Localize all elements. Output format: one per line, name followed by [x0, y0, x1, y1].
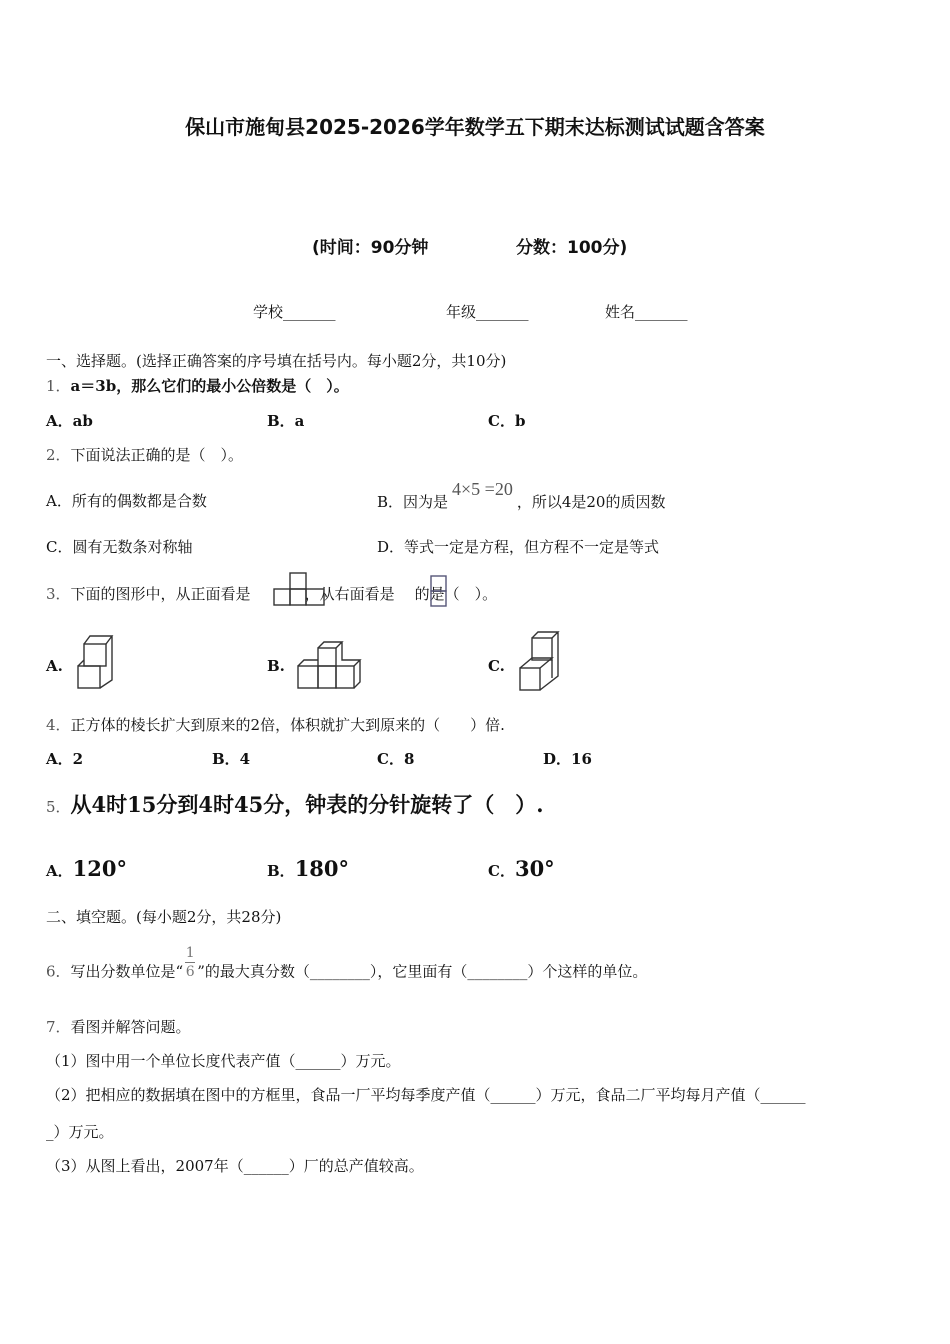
q3-figure-c	[516, 628, 564, 694]
q3-text-c: 的是（ ）。	[414, 585, 498, 603]
question-2	[46, 445, 243, 465]
page-title: 保山市施甸县2025-2026学年数学五下期末达标测试试题含答案	[185, 115, 765, 139]
q5-c-label: C．	[488, 862, 515, 880]
q3-number: 3．	[46, 585, 71, 603]
q1-option-c: C．b	[488, 412, 526, 430]
q3-figure-a	[74, 632, 116, 692]
exam-time: (时间：90分钟	[312, 238, 429, 258]
q7-text: 看图并解答问题。	[70, 1018, 191, 1036]
front-view-figure	[273, 572, 327, 606]
q6-post: ”的最大真分数（________），它里面有（________）个这样的单位。	[197, 962, 648, 981]
question-1	[46, 376, 349, 396]
q4-option-b: B．4	[212, 750, 251, 768]
q7-part-2-cont: _）万元。	[46, 1123, 114, 1141]
q2-option-d: D．等式一定是方程，但方程不一定是等式	[377, 538, 660, 556]
q4-number: 4．	[46, 716, 71, 734]
q3-figure-b	[294, 640, 366, 692]
q4-text: 正方体的棱长扩大到原来的2倍，体积就扩大到原来的（ ）倍.	[70, 716, 505, 734]
q5-c-value: 30°	[514, 856, 555, 881]
school-field: 学校_______	[253, 303, 336, 321]
q5-a-label: A．	[46, 862, 73, 880]
q7-number: 7．	[46, 1018, 71, 1036]
q6-pre: 写出分数单位是“	[70, 962, 184, 981]
name-field: 姓名_______	[605, 303, 688, 321]
question-4	[46, 715, 505, 735]
q1-option-b: B．a	[267, 412, 305, 430]
q2-number: 2．	[46, 446, 71, 464]
q3-option-a: A.	[46, 657, 63, 675]
q7-part-1: （1）图中用一个单位长度代表产值（______）万元。	[46, 1052, 401, 1070]
q2-option-a: A．所有的偶数都是合数	[46, 492, 207, 510]
right-view-figure	[429, 574, 449, 608]
frac-numerator: 1	[185, 945, 195, 961]
q5-option-b	[267, 855, 349, 883]
q4-option-c: C．8	[377, 750, 415, 768]
question-6	[46, 945, 648, 989]
grade-field: 年级_______	[446, 303, 529, 321]
q5-b-label: B．	[267, 862, 295, 880]
q6-number: 6．	[46, 962, 71, 981]
q3-text-b: ，从右面看是	[304, 585, 395, 603]
q5-a-value: 120°	[72, 856, 127, 881]
q1-option-a: A．ab	[46, 412, 93, 430]
q2-option-c: C．圆有无数条对称轴	[46, 538, 193, 556]
q4-option-d: D．16	[543, 750, 592, 768]
section-1-heading: 一、选择题。(选择正确答案的序号填在括号内。每小题2分，共10分)	[46, 352, 507, 370]
q2-text: 下面说法正确的是（ ）。	[70, 446, 244, 464]
question-7	[46, 1017, 191, 1037]
question-5	[46, 791, 544, 819]
q1-number: 1．	[46, 377, 71, 395]
q2-b-post: ，所以4是20的质因数	[516, 493, 666, 511]
section-2-heading: 二、填空题。(每小题2分，共28分)	[46, 908, 282, 926]
q7-part-2: （2）把相应的数据填在图中的方框里，食品一厂平均每季度产值（______）万元，食品二厂平均每月产值（______	[46, 1086, 806, 1104]
q2-option-b	[377, 479, 666, 512]
q7-part-3: （3）从图上看出，2007年（______）厂的总产值较高。	[46, 1157, 424, 1175]
q2-b-math: 4×5 =20	[452, 479, 513, 499]
exam-score: 分数：100分)	[516, 238, 628, 258]
q5-b-value: 180°	[294, 856, 350, 881]
frac-denominator: 6	[185, 964, 195, 980]
q3-option-c: C.	[488, 657, 505, 675]
q3-text-a: 下面的图形中，从正面看是	[70, 585, 251, 603]
q5-option-c	[488, 855, 555, 883]
q1-text: a＝3b，那么它们的最小公倍数是（ ）。	[70, 377, 349, 395]
q2-b-pre: B．因为是	[377, 493, 449, 511]
q3-option-b: B.	[267, 657, 285, 675]
q5-number: 5．	[46, 798, 71, 816]
q5-text: 从4时15分到4时45分，钟表的分针旋转了（ ）.	[70, 792, 544, 817]
q5-option-a	[46, 855, 127, 883]
fraction-one-sixth	[185, 946, 195, 979]
q4-option-a: A．2	[46, 750, 84, 768]
